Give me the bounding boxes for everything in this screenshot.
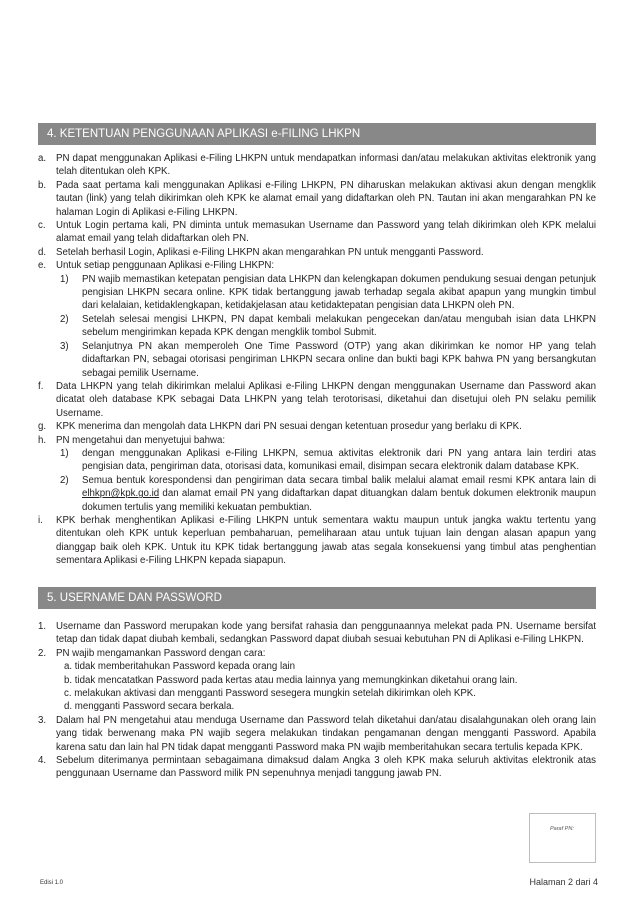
section-5-header: 5. USERNAME DAN PASSWORD bbox=[38, 587, 596, 609]
kpk-email-link[interactable]: elhkpn@kpk.go.id bbox=[82, 488, 160, 500]
list-item: e. Untuk setiap penggunaan Aplikasi e-Filing LHKPN: bbox=[38, 260, 275, 272]
page-number: Halaman 2 dari 4 bbox=[529, 877, 598, 887]
list-item: c. Untuk Login pertama kali, PN diminta untuk memasukan Username dan Password yang telah dikirimkan oleh KPK melalui alamat email yang telah didaftarkan oleh PN. bbox=[38, 220, 596, 245]
list-item: 1. Username dan Password merupakan kode yang bersifat rahasia dan penggunaannya melekat pada PN. Username bersifat tetap dan tidak dapat diubah kembali, sedangkan Password dapat diubah sesuai kebutuhan PN di Aplikasi e-Filing LHKPN. bbox=[38, 621, 596, 646]
list-item: 4. Sebelum diterimanya permintaan sebagaimana dimaksud dalam Angka 3 oleh KPK maka seluruh aktivitas elektronik atas penggunaan Username dan Password milik PN sepenuhnya menjadi tanggung jawab PN. bbox=[38, 755, 596, 780]
sub-list-item: 3) Selanjutnya PN akan memperoleh One Time Password (OTP) yang akan dikirimkan ke nomor HP yang telah didaftarkan PN, sebagai otorisasi pengiriman LHKPN secara online dan bukti bagi KPK bahwa PN yang bersangkutan sebagai pemilik Username. bbox=[60, 340, 596, 379]
sub-list-item: b. tidak mencatatkan Password pada kertas atau media lainnya yang memungkinkan diketahui orang lain. bbox=[64, 674, 518, 686]
paraf-label: Paraf PN: bbox=[550, 826, 574, 832]
section-4-list bbox=[38, 152, 596, 568]
sub-list-item: 2) Semua bentuk korespondensi dan pengiriman data secara timbal balik melalui alamat email resmi KPK antara lain di elhkpn@kpk.go.id dan alamat email PN yang didaftarkan dapat dituangkan dalam bentuk dokumen elektronik maupun dokumen tertulis yang memiliki kekuatan pembuktian. bbox=[60, 474, 596, 513]
list-item: 2. PN wajib mengamankan Password dengan cara: bbox=[38, 647, 266, 659]
sub-list-item: 1) PN wajib memastikan ketepatan pengisian data LHKPN dan kelengkapan dokumen pendukung sesuai dengan petunjuk pengisian LHKPN secara online. KPK tidak bertanggung jawab terhadap segala akibat apapun yang mungkin timbul dari kelalaian, ketidaklengkapan, ketidakjelasan atau ketidaktepatan pengisian data LHKPN oleh PN. bbox=[60, 273, 596, 312]
sub-list-item: d. mengganti Password secara berkala. bbox=[64, 701, 235, 713]
sub-list-item: 1) dengan menggunakan Aplikasi e-Filing LHKPN, semua aktivitas elektronik dari PN yang antara lain terdiri atas pengisian data, pengiriman data, otorisasi data, komunikasi email, disimpan secara elektronik dalam database KPK. bbox=[60, 447, 596, 473]
edition-label: Edisi 1.0 bbox=[40, 880, 64, 886]
list-item: i. KPK berhak menghentikan Aplikasi e-Filing LHKPN untuk sementara waktu maupun untuk jangka waktu tertentu yang ditentukan oleh KPK untuk keperluan pembaharuan, pemeliharaan atau untuk tujuan lain dengan alasan apapun yang dianggap baik oleh KPK. Untuk itu KPK tidak bertanggung jawab atas segala konsekuensi yang timbul atas penghentian sementara Aplikasi e-Filing LHKPN kepada siapapun. bbox=[38, 514, 596, 567]
section-5-list bbox=[38, 620, 596, 781]
list-item: g. KPK menerima dan mengolah data LHKPN dari PN sesuai dengan ketentuan prosedur yang berlaku di KPK. bbox=[38, 421, 522, 433]
sub-list-item: a. tidak memberitahukan Password kepada orang lain bbox=[64, 661, 296, 673]
list-item: d. Setelah berhasil Login, Aplikasi e-Filing LHKPN akan mengarahkan PN untuk mengganti Password. bbox=[38, 246, 484, 258]
sub-list-item: 2) Setelah selesai mengisi LHKPN, PN dapat kembali melakukan pengecekan dan/atau mengubah isian data LHKPN sebelum mengirimkan kepada KPK dengan mengklik tombol Submit. bbox=[60, 313, 596, 339]
list-item: 3. Dalam hal PN mengetahui atau menduga Username dan Password telah diketahui dan/atau disalahgunakan oleh orang lain yang tidak berwenang maka PN wajib segera melakukan tindakan pengamanan dengan mengganti Password. Apabila karena satu dan lain hal PN tidak dapat mengganti Password maka PN wajib memberitahukan secara tertulis kepada KPK. bbox=[38, 714, 596, 753]
paraf-box bbox=[529, 813, 596, 863]
sub-list-item: c. melakukan aktivasi dan mengganti Password sesegera mungkin setelah dikirimkan oleh KPK. bbox=[64, 688, 476, 700]
list-item: b. Pada saat pertama kali menggunakan Aplikasi e-Filing LHKPN, PN diharuskan melakukan aktivasi akun dengan mengklik tautan (link) yang telah dikirimkan oleh KPK ke alamat email yang didaftarkan oleh PN. Tautan ini akan mengarahkan PN ke halaman Login di Aplikasi e-Filing LHKPN. bbox=[38, 179, 596, 218]
list-item: a. PN dapat menggunakan Aplikasi e-Filing LHKPN untuk mendapatkan informasi dan/atau melakukan aktivitas elektronik yang telah ditentukan oleh KPK. bbox=[38, 153, 596, 178]
section-4-header: 4. KETENTUAN PENGGUNAAN APLIKASI e-FILING LHKPN bbox=[38, 123, 596, 145]
list-item: f. Data LHKPN yang telah dikirimkan melalui Aplikasi e-Filing LHKPN dengan menggunakan Username dan Password akan dicatat oleh database KPK sebagai Data LHKPN yang telah terotorisasi, diketahui dan disetujui oleh PN selaku pemilik Username. bbox=[38, 380, 596, 419]
list-item: h. PN mengetahui dan menyetujui bahwa: bbox=[38, 434, 226, 446]
